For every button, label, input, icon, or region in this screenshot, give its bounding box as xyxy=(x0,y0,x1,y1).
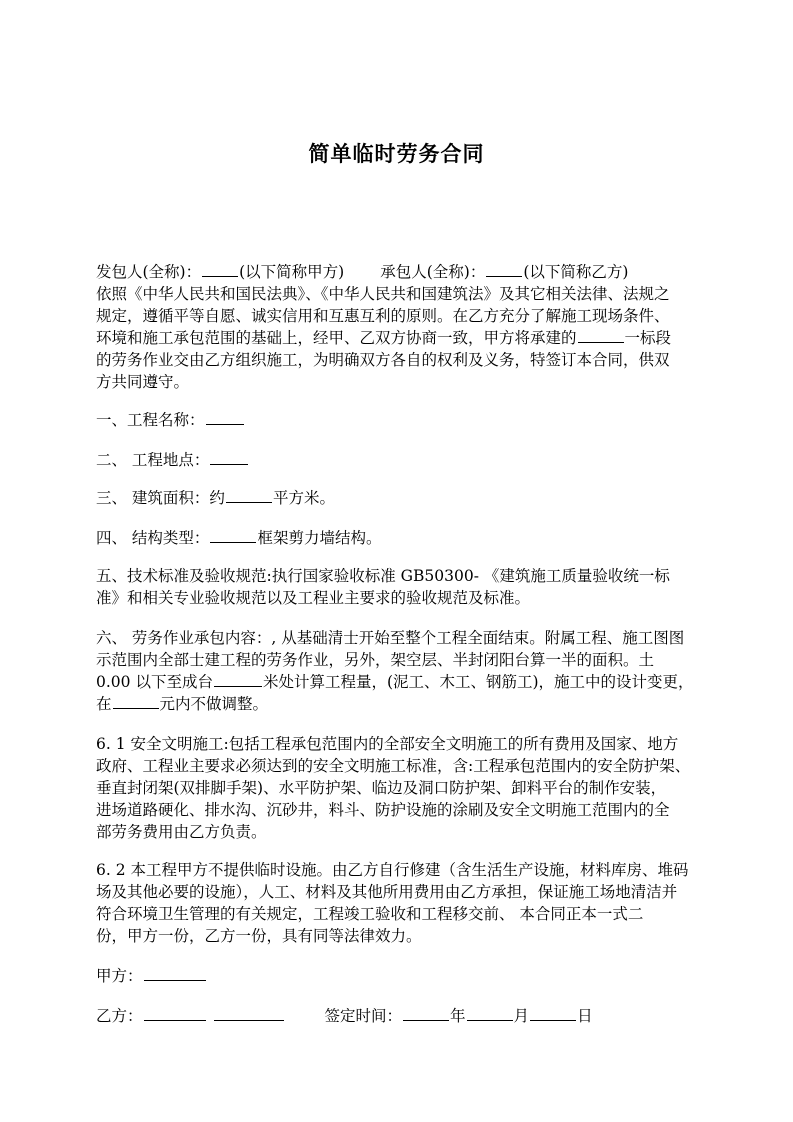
section-6-1-cont: 政府、工程业主要求必须达到的安全文明施工标准，含:工程承包范围内的安全防护架、 xyxy=(96,757,691,775)
item-standards-cont: 准》和相关专业验收规范以及工程业主要求的验收规范及标准。 xyxy=(96,589,531,607)
item-project-location xyxy=(96,450,249,470)
day-label: 日 xyxy=(577,1007,593,1025)
section-6-2-cont: 场及其他必要的设施），人工、材料及其他所用费用由乙方承担，保证施工场地清洁并 xyxy=(96,883,678,901)
intro-line: 规定，遵循平等自愿、诚实信用和互惠互利的原则。在乙方充分了解施工现场条件、 xyxy=(96,307,670,325)
project-name-blank[interactable] xyxy=(206,410,244,425)
date-label: 签定时间： xyxy=(324,1007,403,1025)
section-6-1-cont: 垂直封闭架(双排脚手架)、水平防护架、临边及洞口防护架、卸料平台的制作安装， xyxy=(96,779,667,797)
item-text: 平方米。 xyxy=(272,489,335,507)
item-project-name xyxy=(96,410,245,430)
area-blank[interactable] xyxy=(226,488,272,503)
section-6-2-cont: 份，甲方一份，乙方一份，具有同等法律效力。 xyxy=(96,927,422,945)
intro-text: 一标段 xyxy=(624,329,672,347)
item-standards: 五、技术标准及验收规范:执行国家验收标准 GB50300- 《建筑施工质量验收统一标 xyxy=(96,567,670,585)
section-6-1: 6. 1 安全文明施工:包括工程承包范围内的全部安全文明施工的所有费用及国家、地方 xyxy=(96,735,679,753)
intro-line: 依照《中华人民共和国民法典》、《中华人民共和国建筑法》及其它相关法律、法规之 xyxy=(96,285,670,303)
intro-line: 的劳务作业交由乙方组织施工，为明确双方各自的权利及义务，特签订本合同，供双 xyxy=(96,351,670,369)
scope-text: 0.00 以下至成台 xyxy=(96,673,213,691)
fabaoren-blank[interactable] xyxy=(202,262,238,277)
structure-blank[interactable] xyxy=(210,528,256,543)
yi-label: 乙方： xyxy=(96,1007,143,1025)
item-scope-cont: 示范围内全部士建工程的劳务作业，另外，架空层、半封闭阳台算一半的面积。土 xyxy=(96,651,655,669)
amount-blank[interactable] xyxy=(113,694,159,709)
jia-label: 甲方： xyxy=(96,967,143,985)
chengbaoren-blank[interactable] xyxy=(486,262,522,277)
item-label: 四、 结构类型： xyxy=(96,529,210,547)
intro-text: 环境和施工承包范围的基础上，经甲、乙双方协商一致，甲方将承建的 xyxy=(96,329,577,347)
signature-yi xyxy=(96,1006,593,1026)
item-scope: 六、 劳务作业承包内容：, 从基础清士开始至整个工程全面结束。附属工程、施工图图 xyxy=(96,629,685,647)
project-location-blank[interactable] xyxy=(210,450,248,465)
day-blank[interactable] xyxy=(530,1006,576,1021)
section-6-2-cont: 符合环境卫生管理的有关规定，工程竣工验收和工程移交前、 本合同正本一式二 xyxy=(96,905,644,923)
year-blank[interactable] xyxy=(403,1006,449,1021)
item-structure-type xyxy=(96,528,381,548)
intro-line xyxy=(96,328,671,348)
fabaoren-label: 发包人(全称)： xyxy=(96,263,202,281)
jia-signature-blank[interactable] xyxy=(144,966,206,981)
scope-text: 米处计算工程量，(泥工、木工、钢筋工)，施工中的设计变更， xyxy=(262,673,694,691)
item-building-area xyxy=(96,488,335,508)
month-blank[interactable] xyxy=(467,1006,513,1021)
item-scope-cont xyxy=(96,672,694,692)
item-text: 框架剪力墙结构。 xyxy=(257,529,382,547)
contract-title: 简单临时劳务合同 xyxy=(308,142,485,166)
item-scope-cont xyxy=(96,694,268,714)
yi-signature-blank[interactable] xyxy=(144,1006,206,1021)
month-label: 月 xyxy=(513,1007,530,1025)
section-6-1-cont: 部劳务费用由乙方负责。 xyxy=(96,823,267,841)
section-6-2: 6. 2 本工程甲方不提供临时设施。由乙方自行修建（含生活生产设施，材料库房、堆码 xyxy=(96,861,689,879)
scope-text: 在 xyxy=(96,695,112,713)
project-blank[interactable] xyxy=(578,328,624,343)
intro-line: 方共同遵守。 xyxy=(96,373,190,391)
scope-text: 元内不做调整。 xyxy=(159,695,269,713)
signature-jia xyxy=(96,966,207,986)
yi-signature-blank-2[interactable] xyxy=(214,1006,284,1021)
fabaoren-note: (以下简称甲方) xyxy=(239,263,345,281)
year-label: 年 xyxy=(450,1007,466,1025)
section-6-1-cont: 进场道路硬化、排水沟、沉砂井，料斗、防护设施的涂刷及安全文明施工范围内的全 xyxy=(96,801,670,819)
item-label: 二、 工程地点： xyxy=(96,451,210,469)
parties-line xyxy=(96,262,628,282)
item-label: 一、工程名称： xyxy=(96,411,205,429)
item-label: 三、 建筑面积：约 xyxy=(96,489,225,507)
elevation-blank[interactable] xyxy=(214,672,262,687)
chengbaoren-label: 承包人(全称)： xyxy=(380,263,486,281)
chengbaoren-note: (以下简称乙方) xyxy=(523,263,629,281)
